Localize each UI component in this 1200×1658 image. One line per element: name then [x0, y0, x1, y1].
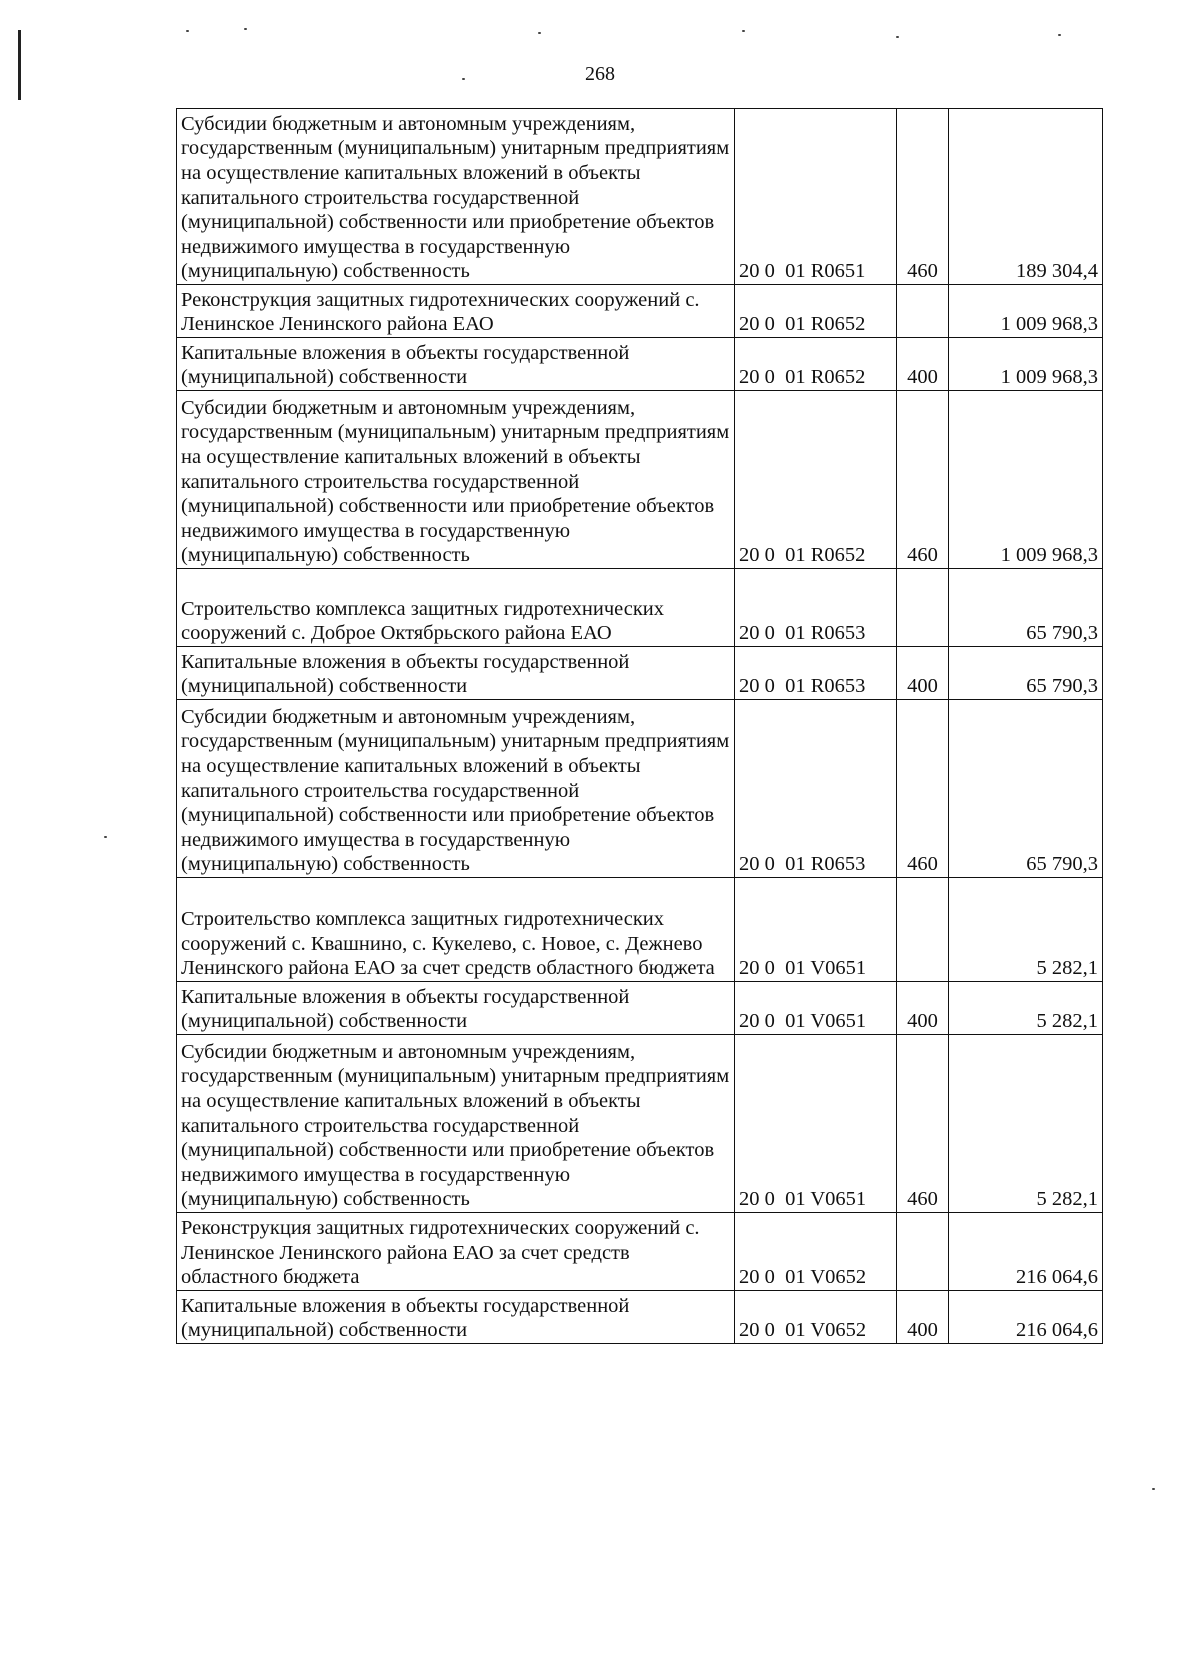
row-sum: 1 009 968,3 [949, 285, 1103, 338]
row-sum: 5 282,1 [949, 878, 1103, 982]
row-sum: 1 009 968,3 [949, 391, 1103, 569]
row-sum: 65 790,3 [949, 700, 1103, 878]
table-row [177, 878, 1103, 982]
row-sum: 5 282,1 [949, 982, 1103, 1035]
row-name: Реконструкция защитных гидротехнических сооружений с. Ленинское Ленинского района ЕАО за счет средств областного бюджета [177, 1213, 735, 1291]
row-code: 20 0 01 V0651 [735, 982, 897, 1035]
scan-speck [462, 78, 465, 80]
row-code: 20 0 01 R0653 [735, 647, 897, 700]
row-code: 20 0 01 R0653 [735, 700, 897, 878]
table-row [177, 1291, 1103, 1344]
scan-speck [1058, 34, 1061, 36]
row-sum: 65 790,3 [949, 647, 1103, 700]
row-code: 20 0 01 V0652 [735, 1291, 897, 1344]
row-code: 20 0 01 V0651 [735, 1035, 897, 1213]
table-row [177, 338, 1103, 391]
budget-table [176, 108, 1103, 1344]
scan-speck [1152, 1488, 1155, 1490]
row-type: 400 [897, 647, 949, 700]
row-code: 20 0 01 R0652 [735, 391, 897, 569]
table-row [177, 700, 1103, 878]
row-code: 20 0 01 R0653 [735, 569, 897, 647]
row-type: 460 [897, 391, 949, 569]
row-name: Субсидии бюджетным и автономным учреждениям, государственным (муниципальным) унитарным предприятиям на осуществление капитальных вложений в объекты капитального строительства государственной (муниципальной) собственности или приобретение объектов недвижимого имущества в государственную (муниципальную) собственность [177, 1035, 735, 1213]
scan-speck [186, 30, 189, 32]
row-type [897, 1213, 949, 1291]
table-row [177, 285, 1103, 338]
row-name: Строительство комплекса защитных гидротехнических сооружений с. Доброе Октябрьского района ЕАО [177, 569, 735, 647]
row-sum: 216 064,6 [949, 1291, 1103, 1344]
row-type: 400 [897, 1291, 949, 1344]
scan-speck [538, 32, 541, 34]
row-sum: 216 064,6 [949, 1213, 1103, 1291]
table-row [177, 1213, 1103, 1291]
table-row [177, 1035, 1103, 1213]
scan-speck [742, 30, 745, 32]
row-name: Субсидии бюджетным и автономным учреждениям, государственным (муниципальным) унитарным предприятиям на осуществление капитальных вложений в объекты капитального строительства государственной (муниципальной) собственности или приобретение объектов недвижимого имущества в государственную (муниципальную) собственность [177, 391, 735, 569]
row-sum: 5 282,1 [949, 1035, 1103, 1213]
row-name: Реконструкция защитных гидротехнических сооружений с. Ленинское Ленинского района ЕАО [177, 285, 735, 338]
row-name: Капитальные вложения в объекты государственной (муниципальной) собственности [177, 338, 735, 391]
row-code: 20 0 01 V0652 [735, 1213, 897, 1291]
row-name: Строительство комплекса защитных гидротехнических сооружений с. Квашнино, с. Кукелево, с. Новое, с. Дежнево Ленинского района ЕАО за счет средств областного бюджета [177, 878, 735, 982]
row-name: Субсидии бюджетным и автономным учреждениям, государственным (муниципальным) унитарным предприятиям на осуществление капитальных вложений в объекты капитального строительства государственной (муниципальной) собственности или приобретение объектов недвижимого имущества в государственную (муниципальную) собственность [177, 700, 735, 878]
row-type: 400 [897, 338, 949, 391]
scan-speck [896, 36, 899, 38]
table-row [177, 569, 1103, 647]
row-sum: 189 304,4 [949, 109, 1103, 285]
row-code: 20 0 01 V0651 [735, 878, 897, 982]
page-number: 268 [585, 63, 615, 85]
row-code: 20 0 01 R0651 [735, 109, 897, 285]
row-type: 460 [897, 1035, 949, 1213]
row-sum: 1 009 968,3 [949, 338, 1103, 391]
table-row [177, 647, 1103, 700]
row-type: 460 [897, 700, 949, 878]
row-type [897, 569, 949, 647]
table-row [177, 109, 1103, 285]
table-row [177, 982, 1103, 1035]
row-name: Капитальные вложения в объекты государственной (муниципальной) собственности [177, 1291, 735, 1344]
row-type [897, 878, 949, 982]
table-row [177, 391, 1103, 569]
row-name: Капитальные вложения в объекты государственной (муниципальной) собственности [177, 647, 735, 700]
row-name: Капитальные вложения в объекты государственной (муниципальной) собственности [177, 982, 735, 1035]
row-code: 20 0 01 R0652 [735, 338, 897, 391]
row-name: Субсидии бюджетным и автономным учреждениям, государственным (муниципальным) унитарным предприятиям на осуществление капитальных вложений в объекты капитального строительства государственной (муниципальной) собственности или приобретение объектов недвижимого имущества в государственную (муниципальную) собственность [177, 109, 735, 285]
row-type: 460 [897, 109, 949, 285]
row-code: 20 0 01 R0652 [735, 285, 897, 338]
row-type [897, 285, 949, 338]
scan-speck [104, 836, 107, 838]
row-sum: 65 790,3 [949, 569, 1103, 647]
scan-speck [244, 28, 247, 30]
row-type: 400 [897, 982, 949, 1035]
